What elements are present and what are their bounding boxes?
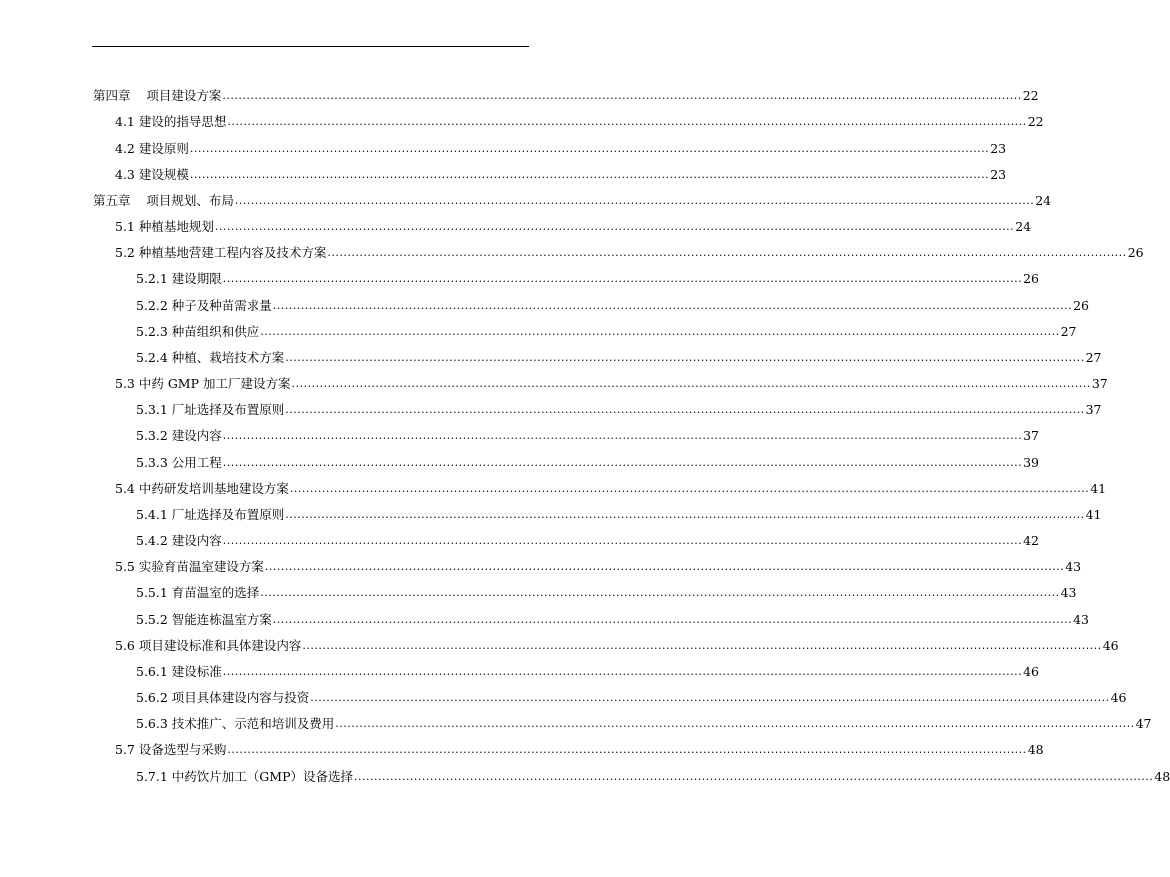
toc-entry[interactable] xyxy=(0,600,1090,627)
toc-entry-page: 43 xyxy=(1073,611,1090,627)
toc-entry-title: 5.3.2 建设内容 xyxy=(136,428,222,444)
toc-entry-title: 5.3.3 公用工程 xyxy=(136,454,222,470)
toc-entry-title: 5.7.1 中药饮片加工（GMP）设备选择 xyxy=(136,768,353,784)
toc-entry[interactable] xyxy=(0,129,1007,156)
toc-dot-leader: ........................................................................................................................................................................................................ xyxy=(285,350,1085,364)
toc-entry[interactable] xyxy=(0,77,1039,104)
toc-dot-leader: ........................................................................................................................................................................................................ xyxy=(222,455,1023,469)
toc-entry[interactable] xyxy=(0,156,1007,182)
toc-entry-page: 43 xyxy=(1060,585,1077,601)
toc-dot-leader: ........................................................................................................................................................................................................ xyxy=(222,534,1023,548)
toc-entry[interactable] xyxy=(0,339,1102,365)
toc-entry-page: 41 xyxy=(1085,506,1102,522)
toc-entry[interactable] xyxy=(0,286,1090,313)
toc-dot-leader: ........................................................................................................................................................................................................ xyxy=(222,272,1023,286)
toc-entry[interactable] xyxy=(0,443,1040,470)
toc-entry-title: 5.2.4 种植、栽培技术方案 xyxy=(136,349,285,365)
toc-dot-leader: ........................................................................................................................................................................................................ xyxy=(285,403,1085,417)
toc-entry-page: 37 xyxy=(1023,428,1040,444)
toc-entry-title: 5.2 种植基地营建工程内容及技术方案 xyxy=(115,245,327,261)
toc-entry[interactable] xyxy=(0,470,1107,496)
toc-entry-title: 第四章 项目建设方案 xyxy=(93,88,222,104)
toc-entry-title: 5.2.3 种苗组织和供应 xyxy=(136,323,260,339)
toc-entry-page: 39 xyxy=(1023,454,1040,470)
toc-entry-page: 37 xyxy=(1085,402,1102,418)
toc-entry[interactable] xyxy=(0,234,1144,261)
toc-entry-title: 5.4.2 建设内容 xyxy=(136,533,222,549)
toc-dot-leader: ........................................................................................................................................................................................................ xyxy=(272,298,1073,312)
toc-entry-page: 26 xyxy=(1023,271,1040,287)
toc-entry-title: 4.2 建设原则 xyxy=(115,140,189,156)
toc-dot-leader: ........................................................................................................................................................................................................ xyxy=(310,691,1110,705)
toc-entry-title: 5.1 种植基地规划 xyxy=(115,219,214,235)
toc-entry-title: 5.6 项目建设标准和具体建设内容 xyxy=(115,637,302,653)
toc-entry[interactable] xyxy=(0,208,1032,235)
toc-entry-title: 4.1 建设的指导思想 xyxy=(115,114,227,130)
toc-entry-page: 41 xyxy=(1090,480,1107,496)
toc-dot-leader: ........................................................................................................................................................................................................ xyxy=(327,246,1127,260)
toc-entry[interactable] xyxy=(0,365,1108,392)
toc-entry-page: 24 xyxy=(1015,219,1032,235)
toc-entry[interactable] xyxy=(0,731,1044,758)
toc-entry[interactable] xyxy=(0,496,1102,522)
header-rule xyxy=(92,46,529,47)
toc-entry[interactable] xyxy=(0,103,1044,130)
toc-entry-page: 37 xyxy=(1091,376,1108,392)
toc-entry-title: 第五章 项目规划、布局 xyxy=(93,192,234,208)
toc-entry-page: 27 xyxy=(1060,323,1077,339)
toc-dot-leader: ........................................................................................................................................................................................................ xyxy=(291,377,1091,391)
toc-entry-page: 47 xyxy=(1135,716,1152,732)
toc-dot-leader: ........................................................................................................................................................................................................ xyxy=(222,89,1022,103)
toc-entry-page: 23 xyxy=(990,140,1007,156)
toc-entry-page: 23 xyxy=(990,166,1007,182)
toc-entry[interactable] xyxy=(0,679,1127,706)
toc-entry-page: 22 xyxy=(1027,114,1044,130)
toc-dot-leader: ........................................................................................................................................................................................................ xyxy=(260,324,1060,338)
toc-entry-title: 5.2.2 种子及种苗需求量 xyxy=(136,297,272,313)
toc-entry[interactable] xyxy=(0,705,1152,732)
toc-entry-title: 5.2.1 建设期限 xyxy=(136,271,222,287)
toc-entry[interactable] xyxy=(0,182,1052,208)
toc-entry[interactable] xyxy=(0,391,1102,418)
toc-entry[interactable] xyxy=(0,548,1082,575)
toc-entry-title: 5.4.1 厂址选择及布置原则 xyxy=(136,506,285,522)
toc-dot-leader: ........................................................................................................................................................................................................ xyxy=(222,664,1023,678)
toc-entry[interactable] xyxy=(0,653,1040,679)
toc-entry-title: 4.3 建设规模 xyxy=(115,166,189,182)
toc-dot-leader: ........................................................................................................................................................................................................ xyxy=(189,141,990,155)
toc-entry-title: 5.5 实验育苗温室建设方案 xyxy=(115,559,264,575)
toc-entry-title: 5.6.1 建设标准 xyxy=(136,663,222,679)
toc-entry-page: 43 xyxy=(1065,559,1082,575)
toc-entry-page: 26 xyxy=(1073,297,1090,313)
toc-entry-page: 46 xyxy=(1102,637,1119,653)
toc-entry[interactable] xyxy=(0,417,1040,444)
table-of-contents xyxy=(0,77,1170,784)
toc-entry-page: 46 xyxy=(1110,690,1127,706)
toc-entry-page: 27 xyxy=(1085,349,1102,365)
toc-dot-leader: ........................................................................................................................................................................................................ xyxy=(285,507,1085,521)
toc-entry-page: 26 xyxy=(1127,245,1144,261)
toc-dot-leader: ........................................................................................................................................................................................................ xyxy=(353,769,1154,783)
toc-entry-title: 5.7 设备选型与采购 xyxy=(115,742,227,758)
toc-dot-leader: ........................................................................................................................................................................................................ xyxy=(234,193,1035,207)
toc-entry[interactable] xyxy=(0,260,1040,287)
toc-dot-leader: ........................................................................................................................................................................................................ xyxy=(227,115,1027,129)
toc-dot-leader: ........................................................................................................................................................................................................ xyxy=(189,167,990,181)
toc-entry[interactable] xyxy=(0,313,1077,339)
toc-entry-title: 5.6.3 技术推广、示范和培训及费用 xyxy=(136,716,335,732)
toc-entry-title: 5.3 中药 GMP 加工厂建设方案 xyxy=(115,376,291,392)
toc-dot-leader: ........................................................................................................................................................................................................ xyxy=(272,612,1073,626)
toc-dot-leader: ........................................................................................................................................................................................................ xyxy=(289,481,1090,495)
toc-entry-page: 48 xyxy=(1154,768,1170,784)
toc-entry-page: 48 xyxy=(1027,742,1044,758)
toc-entry-title: 5.5.2 智能连栋温室方案 xyxy=(136,611,272,627)
toc-entry[interactable] xyxy=(0,574,1077,601)
toc-entry-page: 46 xyxy=(1023,663,1040,679)
toc-dot-leader: ........................................................................................................................................................................................................ xyxy=(264,560,1065,574)
toc-dot-leader: ........................................................................................................................................................................................................ xyxy=(260,586,1060,600)
toc-entry-page: 24 xyxy=(1035,192,1052,208)
toc-entry-title: 5.4 中药研发培训基地建设方案 xyxy=(115,480,289,496)
toc-dot-leader: ........................................................................................................................................................................................................ xyxy=(214,220,1015,234)
toc-entry-page: 22 xyxy=(1022,88,1039,104)
toc-dot-leader: ........................................................................................................................................................................................................ xyxy=(222,429,1023,443)
toc-dot-leader: ........................................................................................................................................................................................................ xyxy=(335,717,1135,731)
toc-entry-title: 5.6.2 项目具体建设内容与投资 xyxy=(136,690,310,706)
toc-entry[interactable] xyxy=(0,522,1040,549)
toc-dot-leader: ........................................................................................................................................................................................................ xyxy=(227,743,1027,757)
toc-dot-leader: ........................................................................................................................................................................................................ xyxy=(302,638,1102,652)
toc-entry-title: 5.5.1 育苗温室的选择 xyxy=(136,585,260,601)
toc-entry-title: 5.3.1 厂址选择及布置原则 xyxy=(136,402,285,418)
toc-entry-page: 42 xyxy=(1023,533,1040,549)
toc-entry[interactable] xyxy=(0,627,1119,653)
toc-entry[interactable] xyxy=(0,757,1170,784)
